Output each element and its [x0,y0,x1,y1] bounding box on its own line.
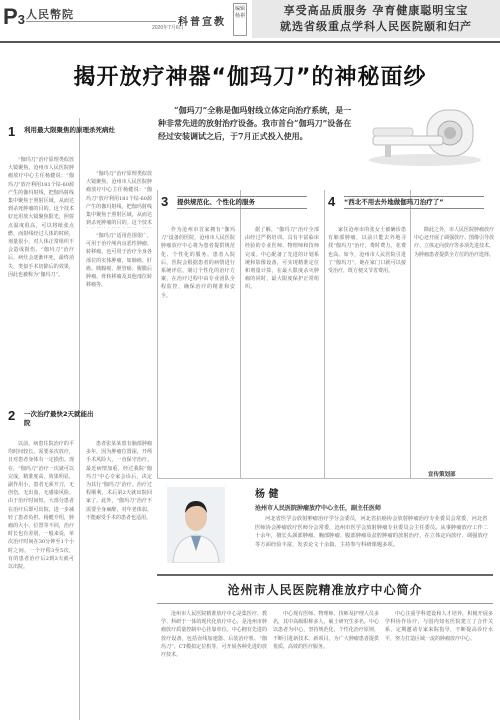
doctor-profile [157,478,493,574]
article-text: “伽玛刀”治疗原理类似放大镜聚焦。沧州市人民医院肿瘤放疗中心主任杨健说：“伽玛刀”放疗利用181个钴-60源产生的伽玛射线，把伽玛射线集中聚焦于照射区域，从而达到杀死肿瘤的目的。这个技术 [86,171,152,227]
section-title: 提供规范化、个性化的服务 [177,196,307,209]
article-text: 据了解，“伽玛刀”治疗全部由经过严格培训、具有丰富临床经验的专业医师、物理师和技师完成。中心配备了先进的计划系统和影像设备，可实现精准定位和剂量计算，在最大限度杀灭肿瘤的同时，最大限度保护正常组织。 [245,227,319,291]
masthead-rule [26,21,176,22]
ad-banner [252,0,500,38]
section-3-heading [161,196,321,209]
section-title: 利用最大限聚焦的原理杀死病灶 [24,126,115,134]
issue-date: 2020年7月6日 [152,25,184,31]
paper-name: 人民幣院 [26,8,74,21]
column-rule [240,190,241,478]
ad-line-2: 就选省级重点学科人民医院颐和妇产 [280,20,472,33]
section-name: 科普宣教 [178,17,226,28]
page-number: P3 [3,4,25,29]
center-intro-title: 沧州市人民医院精准放疗中心简介 [227,583,423,597]
doctor-photo [167,487,225,563]
column-rule [157,190,158,478]
section-4-heading [328,196,493,209]
editor-box: 编辑 杨祺 [233,3,247,36]
doctor-bio: 河北省医学会放射肿瘤治疗学分会委员，河北省抗癌协会放射肿瘤治疗专业委员会常委，河北省医师协会肿瘤放疗医师分会常委，沧州市医学会放射肿瘤专业委员会主任委员。从事肿瘤放疗工作二十余年，擅长头颈部肿瘤、胸部肿瘤、腹部肿瘤及盆腔肿瘤的放射治疗，在立体定向放疗、调强放疗等方面经验丰富，发表论文十余篇，主持参与科研课题多项。 [255,516,489,548]
section-number: 1 [8,124,16,139]
article-text: 家住沧州市的张女士被确诊患有肺部肿瘤，以前只能去外地寻找“伽玛刀”治疗，费时费力，花费也高。如今，沧州市人民医院引进了“伽玛刀”，她在家门口就可以接受治疗，既方便又节省费用。 [328,227,406,275]
section-2-heading [8,410,153,428]
doctor-name: 杨 健 [255,489,279,500]
section-number: 3 [161,194,169,209]
column-rule [324,190,325,478]
article-text: 作为沧州市首家拥有“伽玛刀”设备的医院，沧州市人民医院肿瘤放疗中心将为患者提供规范化、个性化的服务。患者入院后，医院会根据患者的病情进行系统评估，制订个性化的治疗方案，在治疗过程中由专业团队全程监控，确保治疗的精准和安全。 [161,227,235,299]
article-text: 除此之外，市人民医院肿瘤放疗中心还开展了调强放疗、图像引导放疗、立体定向放疗等多项先进技术，为肿瘤患者提供全方位的治疗选择。 [414,227,494,258]
center-intro-header [157,574,493,604]
column-rule [410,190,411,478]
center-text: 中心注重学科建设和人才培养，积极开展多学科协作诊疗，与国内知名医院建立了合作关系，定期邀请专家来院指导，不断提高诊疗水平，努力打造区域一流的肿瘤放疗中心。 [385,611,493,642]
center-text: 沧州市人民医院精准放疗中心是集医疗、教学、科研于一体的现代化放疗中心，是沧州市肿瘤放疗质量控制中心挂靠单位。中心拥有先进的放疗设备，包括直线加速器、后装治疗机、“伽玛刀”、CT模拟定位机等，可开展各种先进的放疗技术。 [161,611,267,659]
section-number: 2 [8,408,16,423]
headline: 揭开放疗神器“伽玛刀”的神秘面纱 [73,65,427,90]
top-rule [0,41,500,43]
masthead [0,0,500,40]
article-text: 患者张某某患有脑部肿瘤多年，因为肿瘤位置深，开颅手术风险大，一直保守治疗。最近病情加重，经过我院“伽玛刀”中心专家会诊后，决定为其行“伽玛刀”治疗。治疗过程顺利，术后第2天就出院回家了。此外，“伽玛刀”治疗不需要全身麻醉，对年老体弱、不能耐受手术的患者也适用。 [86,441,152,521]
intro-paragraph: “伽玛刀”全称是伽玛射线立体定向治疗系统，是一种非常先进的放射治疗设备。我市首台“伽玛刀”设备在经过安装调试之后，于7月正式投入使用。 [158,105,352,141]
article-text: 以前，病患住院治疗的平均时间较长，需要多次放疗，且对患者身体有一定损伤。现在，“伽玛刀”治疗一次就可以完成，精准度高，效果明显，副作用小，患者无须开刀，无创伤，无出血，无感染风险。由于治疗时间短，大部分患者在治疗后即可出院，进一步减轻了患者负担。杨健介绍，肿瘤的大小、位置等不同，治疗时长也有差别。一般来说，单次治疗时间在30分钟至1个小时之间，一个疗程3至5次，有的患者治疗后2到3天就可以出院。 [8,441,74,571]
center-text: 中心现有医师、物理师、技师及护理人员多名，其中高级职称多人，硕士研究生多名。中心以患者为中心，坚持规范化、个性化治疗原则，不断引进新技术、新项目，为广大肿瘤患者提供优质、高效的医疗服务。 [273,611,379,650]
article-text: “伽玛刀”适用范围很广，可用于治疗颅内良恶性肿瘤、转移瘤，也可用于治疗全身各部位的实体肿瘤，如肺癌、肝癌、胰腺癌、胆管癌、腹膜后肿瘤、骨转移瘤及其他部位转移瘤等。 [86,233,152,289]
section-number: 4 [328,194,336,209]
gamma-knife-device-image [365,98,485,168]
doctor-title: 沧州市人民医院肿瘤放疗中心主任，副主任医师 [255,505,382,512]
byline: 宣传策划部 [428,472,456,478]
article-text: “伽玛刀”治疗原理类似放大镜聚焦。沧州市人民医院肿瘤放疗中心主任杨健说：“伽玛刀”放疗利用181个钴-60源产生的伽玛射线，把伽玛射线集中聚焦于照射区域，从而达到杀死肿瘤的目的。这个技术好比用放大镜聚焦阳光，照射点温度很高，可以将纸张点燃，而射线经过人体的时候，剂量很小，对人体正常组织不会造成损伤。“伽玛刀”治疗后，病灶会逐渐坏死，最终消失，类似手术切除后的效果，因此也被称为“伽玛刀”。 [8,157,74,278]
section-title: “西北不用去外地做伽玛刀治疗了” [344,196,484,209]
section-1-heading [8,126,153,138]
ad-line-1: 享受高品质服务 孕育健康聪明宝宝 [283,4,469,17]
section-title: 一次治疗最快2天就能出院 [24,410,94,427]
